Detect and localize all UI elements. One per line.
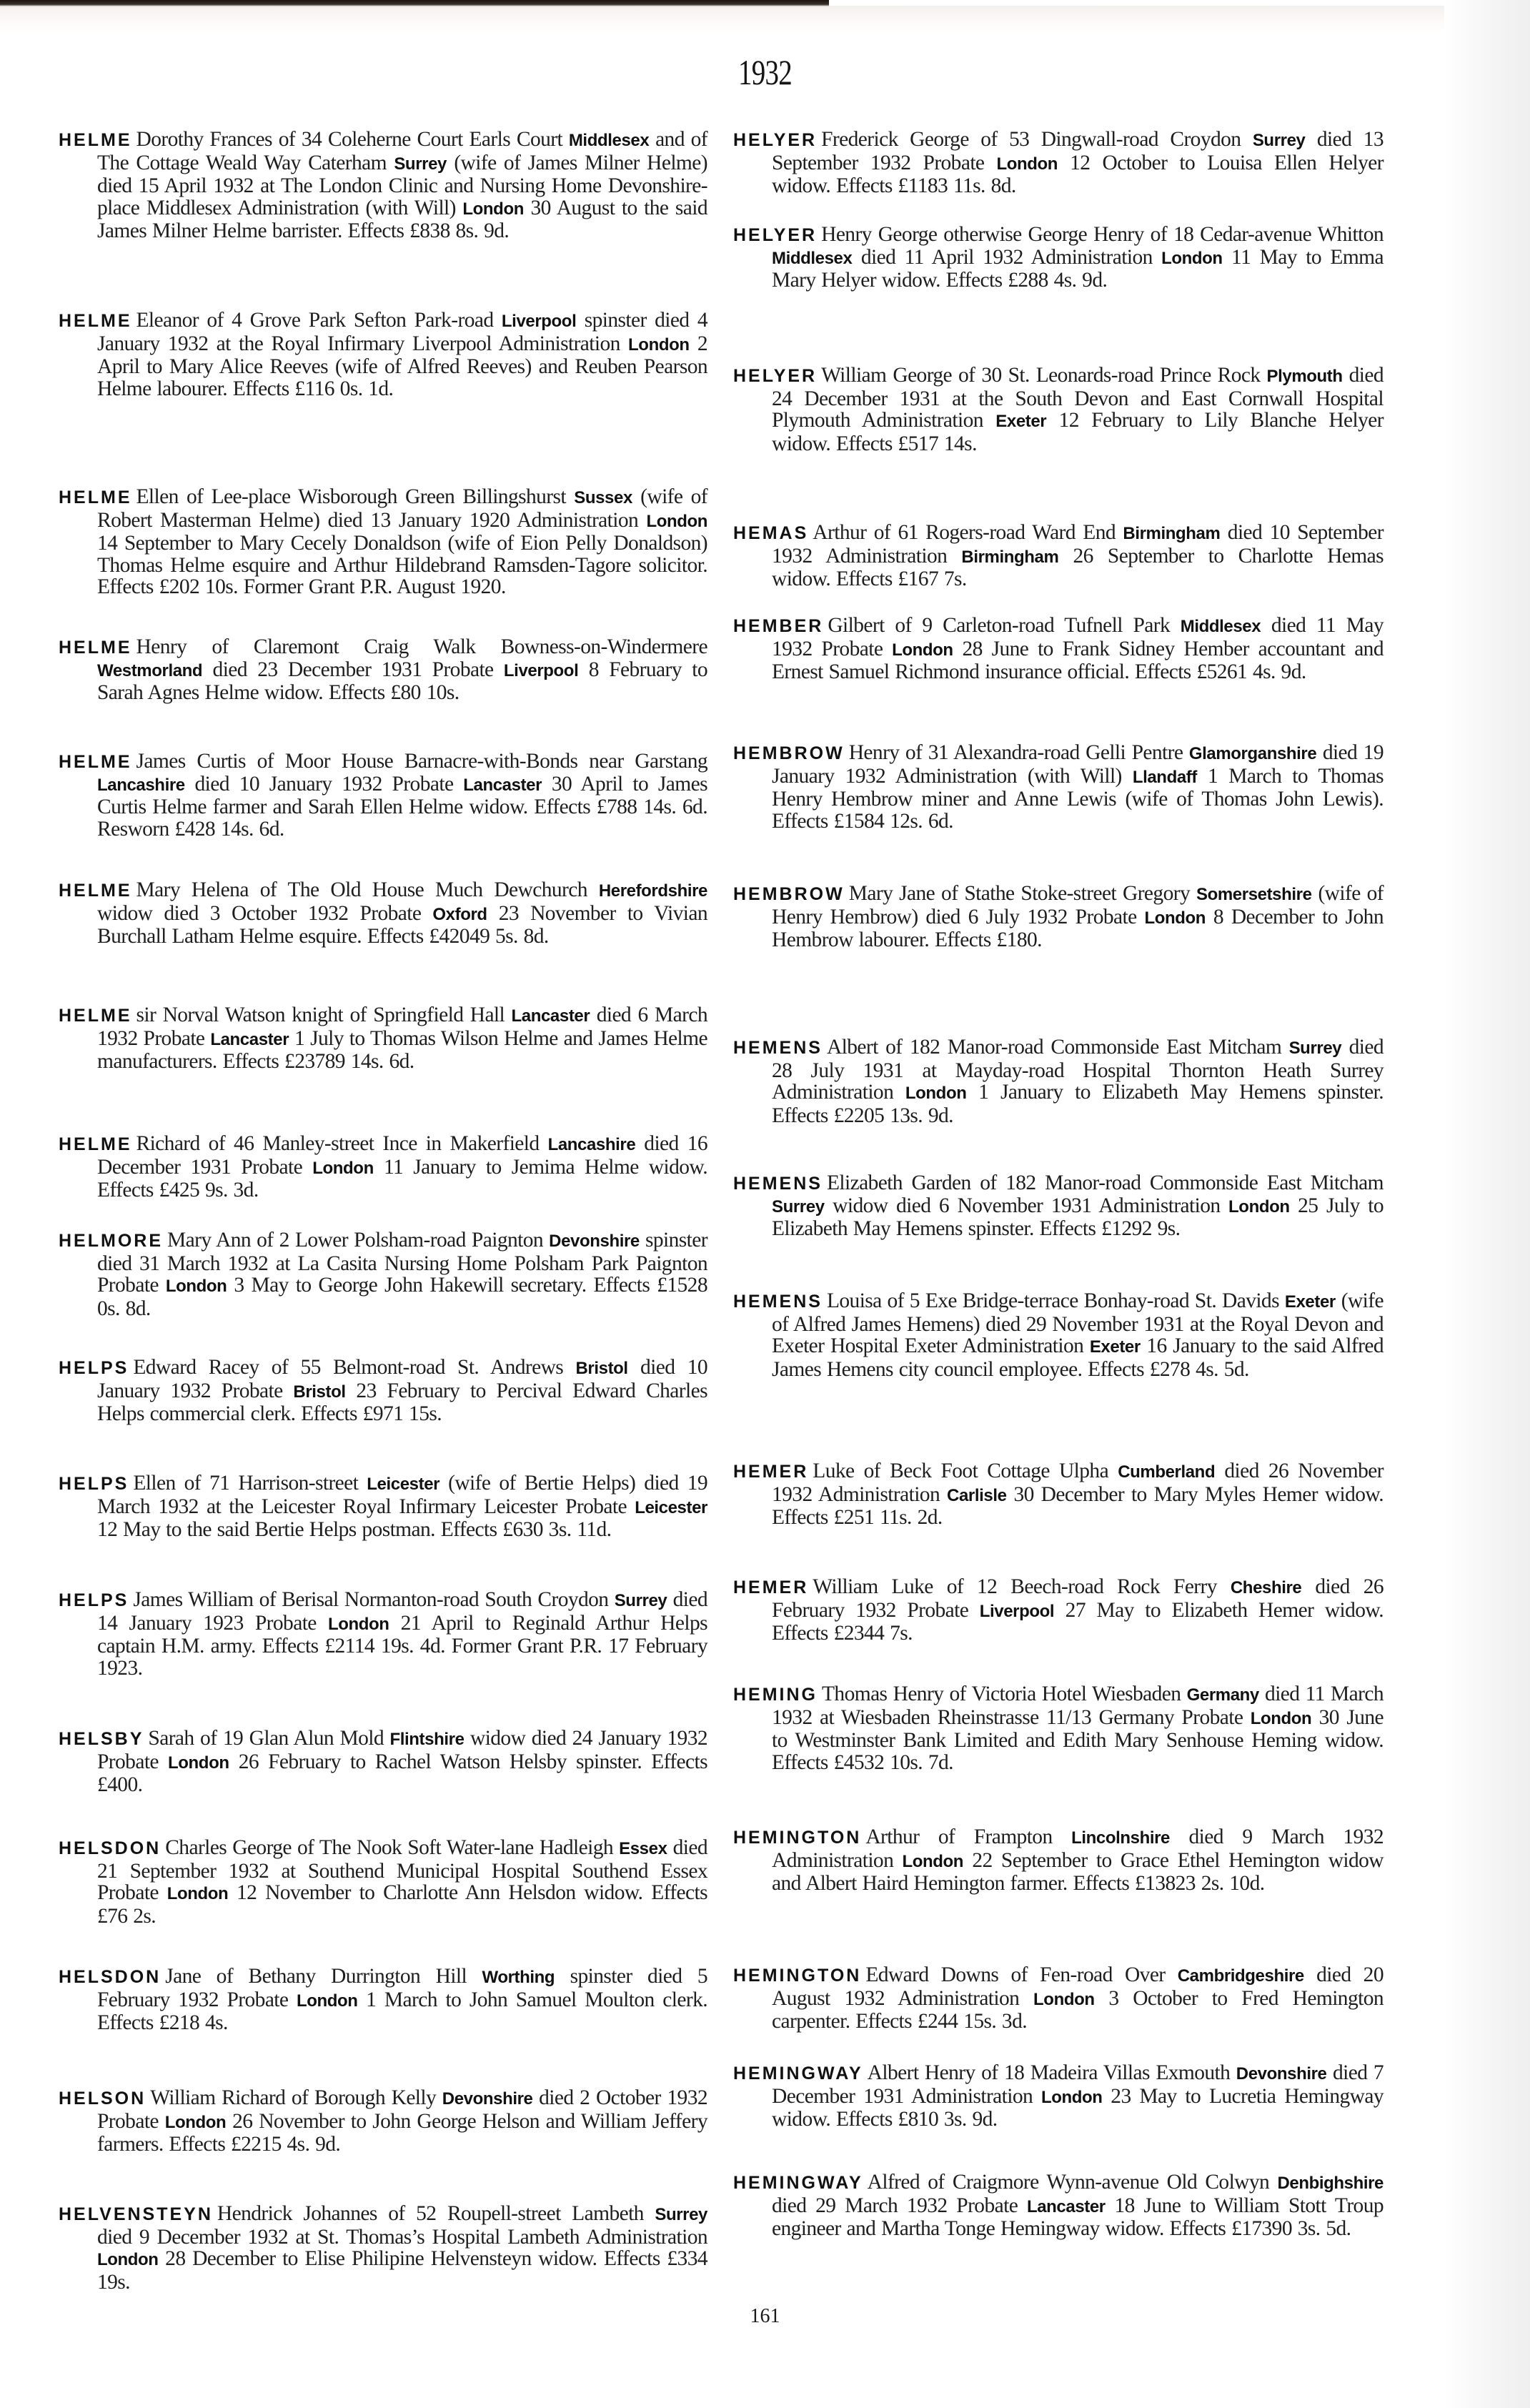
- place-name: Herefordshire: [598, 881, 707, 901]
- place-name: London: [168, 1753, 229, 1773]
- probate-entry: [733, 1964, 1384, 2033]
- place-name: London: [646, 511, 707, 531]
- place-name: Leicester: [367, 1475, 440, 1494]
- entry-text: Gilbert of 9 Carleton-road Tufnell Park: [828, 614, 1181, 637]
- entry-text: Mary Ann of 2 Lower Polsham-road Paignton: [167, 1229, 550, 1252]
- place-name: Cumberland: [1118, 1462, 1216, 1482]
- entry-text: Arthur of 61 Rogers-road Ward End: [813, 521, 1123, 544]
- place-name: Surrey: [614, 1591, 667, 1610]
- entry-surname: HELSON: [59, 2089, 146, 2109]
- entry-text: (wife of James Milner Helme) died 15 April 1932 at The London Clinic and Nursing Home Devonshire-place Middlesex Administration (with Will): [97, 151, 707, 219]
- probate-entry: [59, 1133, 707, 1201]
- place-name: Bristol: [293, 1382, 346, 1402]
- entry-text: died 9 December 1932 at St. Thomas’s Hospital Lambeth Administration: [97, 2225, 707, 2249]
- entry-text: and of The Cottage Weald Way Caterham: [97, 128, 708, 174]
- entry-text: Frederick George of 53 Dingwall-road Croydon: [821, 128, 1253, 151]
- probate-entry: [733, 129, 1384, 197]
- entry-text: 28 December to Elise Philipine Helvensteyn widow. Effects £334 19s.: [97, 2247, 707, 2294]
- entry-text: Ellen of 71 Harrison-street: [133, 1472, 367, 1495]
- place-name: London: [97, 2250, 159, 2269]
- entry-text: Henry George otherwise George Henry of 18 Cedar-avenue Whitton: [821, 223, 1384, 246]
- probate-entry: [733, 1683, 1384, 1773]
- probate-entry: [59, 129, 707, 242]
- page-margin-edge: [1444, 0, 1530, 2408]
- place-name: Cambridgeshire: [1177, 1966, 1304, 1986]
- entry-text: 2 April to Mary Alice Reeves (wife of Alfred Reeves) and Reuben Pearson Helme labourer. Effects £116 0s. 1d.: [97, 332, 708, 400]
- entry-surname: HEMER: [733, 1577, 809, 1597]
- entry-text: Hendrick Johannes of 52 Roupell-street Lambeth: [217, 2202, 655, 2225]
- entry-text: died 23 December 1931 Probate: [202, 658, 504, 681]
- entry-text: 30 December to Mary Myles Hemer widow. Effects £251 11s. 2d.: [772, 1482, 1384, 1529]
- entry-text: 21 April to Reginald Arthur Helps captain H.M. army. Effects £2114 19s. 4d. Former Grant P.R. 17 February 1923.: [97, 1611, 707, 1680]
- probate-entry: [733, 883, 1384, 951]
- place-name: London: [164, 2112, 227, 2132]
- page-year-heading: 1932: [738, 52, 792, 92]
- place-name: Somersetshire: [1196, 885, 1312, 904]
- entry-surname: HELME: [59, 881, 132, 901]
- entry-text: Louisa of 5 Exe Bridge-terrace Bonhay-road St. Davids: [826, 1289, 1285, 1312]
- probate-entry: [59, 1472, 707, 1541]
- probate-entry: [59, 1966, 707, 2034]
- entry-text: died 11 April 1932 Administration: [852, 245, 1162, 269]
- entry-text: 12 October to Louisa Ellen Helyer widow. Effects £1183 11s. 8d.: [772, 151, 1384, 197]
- place-name: Germany: [1186, 1685, 1259, 1705]
- place-name: Bristol: [575, 1359, 628, 1378]
- probate-entry: [733, 742, 1384, 832]
- probate-entry: [733, 1576, 1384, 1645]
- place-name: Exeter: [995, 412, 1047, 431]
- entry-text: died 28 July 1931 at Mayday-road Hospital Thornton Heath Surrey Administration: [772, 1036, 1384, 1104]
- place-name: Carlisle: [947, 1485, 1007, 1505]
- probate-entry: [59, 486, 707, 598]
- entry-surname: HELME: [59, 130, 132, 150]
- entry-surname: HELSBY: [59, 1729, 144, 1749]
- place-name: Flintshire: [389, 1730, 465, 1749]
- place-name: Cheshire: [1230, 1578, 1302, 1597]
- place-name: Oxford: [432, 904, 487, 924]
- entry-text: spinster died 31 March 1932 at La Casita Nursing Home Polsham Park Paignton Probate: [97, 1229, 707, 1297]
- entry-text: died 10 January 1932 Probate: [97, 1356, 707, 1402]
- probate-entry: [59, 2203, 707, 2293]
- entry-text: 3 May to George John Hakewill secretary. Effects £1528 0s. 8d.: [97, 1274, 707, 1320]
- entry-text: 25 July to Elizabeth May Hemens spinster. Effects £1292 9s.: [772, 1194, 1384, 1240]
- place-name: Leicester: [635, 1497, 707, 1517]
- entry-surname: HEMENS: [733, 1292, 823, 1312]
- entry-text: Jane of Bethany Durrington Hill: [165, 1965, 482, 1988]
- place-name: Lancashire: [547, 1135, 636, 1154]
- place-name: Denbighshire: [1277, 2174, 1384, 2193]
- entry-text: died 11 March 1932 at Wiesbaden Rheinstrasse 11/13 Germany Probate: [772, 1683, 1384, 1729]
- place-name: Middlesex: [772, 248, 853, 268]
- entry-text: 11 May to Emma Mary Helyer widow. Effects £288 4s. 9d.: [772, 245, 1384, 292]
- entry-text: (wife of Henry Hembrow) died 6 July 1932 Probate: [772, 882, 1384, 928]
- entry-text: Thomas Henry of Victoria Hotel Wiesbaden: [822, 1683, 1187, 1705]
- entry-surname: HELYER: [733, 130, 818, 150]
- place-name: Surrey: [1288, 1039, 1342, 1058]
- entry-surname: HELSDON: [59, 1838, 162, 1858]
- place-name: London: [462, 199, 524, 219]
- probate-entry: [733, 615, 1384, 683]
- entry-text: died 9 March 1932 Administration: [772, 1825, 1384, 1872]
- entry-text: Richard of 46 Manley-street Ince in Makerfield: [136, 1132, 548, 1155]
- probate-entry: [59, 879, 707, 948]
- entry-surname: HELPS: [59, 1358, 129, 1378]
- place-name: Surrey: [655, 2205, 707, 2224]
- place-name: London: [905, 1084, 967, 1103]
- place-name: Liverpool: [979, 1601, 1055, 1621]
- place-name: Glamorganshire: [1188, 744, 1317, 763]
- probate-entry: [733, 1036, 1384, 1126]
- entry-text: died 13 September 1932 Probate: [772, 128, 1384, 174]
- entry-text: spinster died 5 February 1932 Probate: [97, 1965, 707, 2011]
- entry-text: 28 June to Frank Sidney Hember accountant and Ernest Samuel Richmond insurance official. Effects £5261 4s. 9d.: [772, 637, 1384, 683]
- entry-text: Eleanor of 4 Grove Park Sefton Park-road: [136, 309, 502, 332]
- probate-entry: [733, 1826, 1384, 1895]
- entry-text: died 19 January 1932 Administration (with Will): [772, 741, 1384, 788]
- entry-text: Charles George of The Nook Soft Water-lane Hadleigh: [165, 1836, 620, 1859]
- entry-text: widow died 6 November 1931 Administration: [824, 1194, 1229, 1217]
- place-name: Devonshire: [549, 1232, 640, 1251]
- entry-surname: HEMBER: [733, 616, 824, 636]
- page-number: 161: [750, 2305, 780, 2327]
- entry-text: Dorothy Frances of 34 Coleherne Court Earls Court: [136, 128, 569, 151]
- entry-text: 1 January to Elizabeth May Hemens spinster. Effects £2205 13s. 9d.: [772, 1081, 1384, 1127]
- probate-entry: [59, 636, 707, 704]
- place-name: Exeter: [1089, 1337, 1141, 1357]
- place-name: Surrey: [1252, 131, 1306, 150]
- probate-entry: [59, 1004, 707, 1073]
- entry-text: sir Norval Watson knight of Springfield Hall: [136, 1004, 512, 1026]
- entry-text: 30 June to Westminster Bank Limited and Edith Mary Senhouse Heming widow. Effects £4532 10s. 7d.: [772, 1705, 1384, 1774]
- place-name: Birmingham: [1123, 524, 1221, 543]
- entry-text: 1 July to Thomas Wilson Helme and James Helme manufacturers. Effects £23789 14s. 6d.: [97, 1026, 707, 1073]
- entry-surname: HELYER: [733, 225, 818, 245]
- place-name: Middlesex: [568, 131, 650, 150]
- entry-text: widow died 3 October 1932 Probate: [97, 901, 433, 925]
- entry-surname: HEMBROW: [733, 743, 845, 763]
- entry-text: 12 May to the said Bertie Helps postman. Effects £630 3s. 11d.: [97, 1518, 612, 1541]
- entry-text: Elizabeth Garden of 182 Manor-road Commonside East Mitcham: [826, 1171, 1384, 1194]
- entry-text: died 20 August 1932 Administration: [772, 1963, 1384, 2010]
- entry-text: 1 March to Thomas Henry Hembrow miner and Anne Lewis (wife of Thomas John Lewis). Effects £1584 12s. 6d.: [772, 764, 1384, 833]
- place-name: London: [327, 1614, 389, 1634]
- entry-text: died 14 January 1923 Probate: [97, 1588, 707, 1635]
- place-name: Surrey: [772, 1196, 825, 1217]
- probate-entry: [733, 1460, 1384, 1529]
- place-name: Devonshire: [442, 2089, 533, 2109]
- entry-text: 26 November to John George Helson and William Jeffery farmers. Effects £2215 4s. 9d.: [97, 2109, 707, 2156]
- entry-text: Mary Jane of Stathe Stoke-street Gregory: [848, 882, 1196, 905]
- entry-text: died 10 January 1932 Probate: [184, 772, 464, 796]
- entry-text: 23 May to Lucretia Hemingway widow. Effects £810 3s. 9d.: [772, 2084, 1384, 2131]
- entry-surname: HEMENS: [733, 1174, 823, 1194]
- place-name: Lancaster: [511, 1006, 590, 1026]
- entry-surname: HELME: [59, 1134, 132, 1154]
- entry-surname: HELVENSTEYN: [59, 2204, 213, 2224]
- entry-text: 1 March to John Samuel Moulton clerk. Effects £218 4s.: [97, 1988, 707, 2034]
- entry-text: 26 September to Charlotte Hemas widow. Effects £167 7s.: [772, 544, 1384, 590]
- entry-text: 3 October to Fred Hemington carpenter. Effects £244 15s. 3d.: [772, 1986, 1384, 2033]
- entry-text: 14 September to Mary Cecely Donaldson (wife of Eion Pelly Donaldson) Thomas Helme esquire and Arthur Hildebrand Ramsden-Tagore solicitor. Effects £202 10s. Former Grant P.R. August 1920.: [97, 532, 707, 598]
- scan-edge-fade: [0, 6, 1530, 34]
- entry-surname: HEMINGTON: [733, 1966, 862, 1986]
- entry-text: died 26 February 1932 Probate: [772, 1575, 1384, 1622]
- entry-text: died 26 November 1932 Administration: [772, 1460, 1384, 1506]
- entry-text: (wife of Robert Masterman Helme) died 13 January 1920 Administration: [97, 485, 707, 532]
- entry-surname: HELMORE: [59, 1231, 163, 1251]
- entry-text: 23 November to Vivian Burchall Latham Helme esquire. Effects £42049 5s. 8d.: [97, 901, 707, 948]
- entry-text: 16 January to the said Alfred James Hemens city council employee. Effects £278 4s. 5d.: [772, 1334, 1384, 1381]
- probate-entry: [733, 365, 1384, 455]
- place-name: Plymouth: [1266, 367, 1343, 386]
- place-name: London: [167, 1884, 229, 1903]
- place-name: Liverpool: [501, 312, 577, 331]
- entry-surname: HELPS: [59, 1474, 129, 1494]
- place-name: London: [892, 640, 953, 660]
- place-name: Lancaster: [1026, 2196, 1106, 2216]
- entry-surname: HEMBROW: [733, 884, 845, 904]
- entry-text: 12 February to Lily Blanche Helyer widow. Effects £517 14s.: [772, 409, 1384, 455]
- entry-surname: HELSDON: [59, 1967, 162, 1987]
- probate-entry: [59, 2087, 707, 2156]
- place-name: London: [1040, 2087, 1103, 2107]
- place-name: London: [1228, 1196, 1290, 1217]
- place-name: London: [902, 1851, 964, 1871]
- place-name: Llandaff: [1132, 767, 1197, 787]
- place-name: Lancaster: [210, 1029, 289, 1049]
- entry-text: died 7 December 1931 Administration: [772, 2061, 1384, 2108]
- entry-text: James William of Berisal Normanton-road South Croydon: [133, 1588, 615, 1611]
- entry-text: Ellen of Lee-place Wisborough Green Billingshurst: [136, 485, 575, 508]
- place-name: London: [312, 1158, 374, 1178]
- entry-surname: HEMING: [733, 1685, 818, 1705]
- place-name: Liverpool: [503, 660, 579, 680]
- place-name: London: [628, 335, 690, 355]
- entry-text: 8 February to Sarah Agnes Helme widow. Effects £80 10s.: [97, 658, 707, 704]
- entry-text: 27 May to Elizabeth Hemer widow. Effects £2344 7s.: [772, 1598, 1384, 1645]
- entry-text: widow died 24 January 1932 Probate: [97, 1727, 707, 1773]
- entry-surname: HELME: [59, 311, 132, 331]
- entry-text: died 16 December 1931 Probate: [97, 1132, 707, 1179]
- probate-entry: [733, 1172, 1384, 1240]
- entry-text: died 11 May 1932 Probate: [772, 614, 1384, 660]
- probate-entry: [733, 2062, 1384, 2131]
- entry-text: 12 November to Charlotte Ann Helsdon widow. Effects £76 2s.: [97, 1881, 707, 1928]
- place-name: Lancashire: [97, 775, 185, 795]
- entry-text: Albert Henry of 18 Madeira Villas Exmouth: [867, 2061, 1236, 2084]
- entry-text: died 24 December 1931 at the South Devon and East Cornwall Hospital Plymouth Administration: [772, 364, 1384, 432]
- place-name: London: [165, 1277, 227, 1296]
- entry-text: 26 February to Rachel Watson Helsby spinster. Effects £400.: [97, 1750, 707, 1796]
- entry-surname: HELPS: [59, 1590, 129, 1610]
- place-name: Surrey: [394, 154, 447, 174]
- place-name: Sussex: [574, 488, 632, 507]
- probate-entry: [733, 522, 1384, 590]
- entry-text: 30 April to James Curtis Helme farmer and Sarah Ellen Helme widow. Effects £788 14s. 6d. Resworn £428 14s. 6d.: [97, 772, 707, 841]
- entry-surname: HEMINGWAY: [733, 2173, 863, 2193]
- entry-surname: HELYER: [733, 366, 818, 386]
- entry-text: William Luke of 12 Beech-road Rock Ferry: [813, 1575, 1231, 1598]
- entry-text: 18 June to William Stott Troup engineer and Martha Tonge Hemingway widow. Effects £17390 3s. 5d.: [772, 2194, 1384, 2240]
- entry-text: died 29 March 1932 Probate: [772, 2194, 1027, 2217]
- probate-entry: [59, 1728, 707, 1796]
- entry-surname: HEMINGWAY: [733, 2063, 863, 2084]
- place-name: Worthing: [482, 1968, 555, 1987]
- probate-entry: [733, 1290, 1384, 1380]
- probate-entry: [733, 2171, 1384, 2240]
- place-name: Devonshire: [1236, 2064, 1327, 2084]
- entry-text: Edward Racey of 55 Belmont-road St. Andrews: [133, 1356, 576, 1379]
- entry-surname: HEMENS: [733, 1038, 823, 1058]
- place-name: Exeter: [1284, 1292, 1336, 1312]
- probate-entry: [59, 1357, 707, 1425]
- place-name: Lancaster: [463, 775, 542, 795]
- place-name: Westmorland: [97, 660, 203, 680]
- place-name: London: [1250, 1708, 1312, 1728]
- entry-text: (wife of Alfred James Hemens) died 29 November 1931 at the Royal Devon and Exeter Hospital Exeter Administration: [772, 1289, 1384, 1357]
- entry-text: died 21 September 1932 at Southend Municipal Hospital Southend Essex Probate: [97, 1836, 707, 1904]
- place-name: London: [1033, 1989, 1095, 2009]
- entry-text: spinster died 4 January 1932 at the Royal Infirmary Liverpool Administration: [97, 309, 707, 355]
- place-name: Middlesex: [1180, 617, 1261, 636]
- entry-surname: HELME: [59, 638, 132, 658]
- entry-text: 11 January to Jemima Helme widow. Effects £425 9s. 3d.: [97, 1155, 707, 1201]
- entry-text: Mary Helena of The Old House Much Dewchurch: [136, 878, 599, 901]
- place-name: Lincolnshire: [1071, 1828, 1170, 1848]
- entry-text: James Curtis of Moor House Barnacre-with-Bonds near Garstang: [136, 750, 707, 773]
- entry-surname: HELME: [59, 752, 132, 772]
- place-name: Essex: [619, 1839, 667, 1858]
- entry-surname: HEMAS: [733, 523, 809, 543]
- entry-text: 8 December to John Hembrow labourer. Effects £180.: [772, 905, 1384, 951]
- probate-entry: [59, 1229, 707, 1319]
- entry-text: Luke of Beck Foot Cottage Ulpha: [813, 1460, 1118, 1482]
- probate-entry: [59, 1837, 707, 1927]
- entry-text: Henry of Claremont Craig Walk Bowness-on-Windermere: [136, 635, 707, 658]
- probate-entry: [59, 750, 707, 840]
- place-name: London: [996, 154, 1058, 174]
- place-name: London: [1144, 908, 1206, 928]
- entry-surname: HEMER: [733, 1462, 809, 1482]
- entry-surname: HELME: [59, 487, 132, 507]
- probate-entry: [59, 309, 707, 400]
- entry-text: 23 February to Percival Edward Charles Helps commercial clerk. Effects £971 15s.: [97, 1379, 707, 1425]
- entry-text: (wife of Bertie Helps) died 19 March 1932 at the Leicester Royal Infirmary Leicester Probate: [97, 1472, 707, 1518]
- entry-surname: HEMINGTON: [733, 1828, 862, 1848]
- entry-text: William George of 30 St. Leonards-road Prince Rock: [821, 364, 1267, 387]
- entry-text: William Richard of Borough Kelly: [150, 2086, 442, 2109]
- entry-text: died 2 October 1932 Probate: [97, 2086, 707, 2133]
- entry-text: Sarah of 19 Glan Alun Mold: [148, 1727, 390, 1750]
- entry-text: Arthur of Frampton: [865, 1825, 1072, 1848]
- entry-text: died 10 September 1932 Administration: [772, 521, 1384, 568]
- entry-text: Alfred of Craigmore Wynn-avenue Old Colwyn: [867, 2171, 1278, 2194]
- entry-text: died 6 March 1932 Probate: [97, 1004, 707, 1050]
- entry-text: Edward Downs of Fen-road Over: [865, 1963, 1178, 1986]
- probate-entry: [733, 224, 1384, 292]
- place-name: Birmingham: [961, 547, 1059, 567]
- entry-text: 30 August to the said James Milner Helme barrister. Effects £838 8s. 9d.: [97, 196, 707, 242]
- probate-entry: [59, 1589, 707, 1679]
- entry-text: 22 September to Grace Ethel Hemington widow and Albert Haird Hemington farmer. Effects £13823 2s. 10d.: [772, 1848, 1384, 1895]
- entry-surname: HELME: [59, 1006, 132, 1026]
- place-name: London: [1161, 248, 1223, 268]
- entry-text: Henry of 31 Alexandra-road Gelli Pentre: [848, 741, 1189, 764]
- place-name: London: [297, 1991, 358, 2011]
- entry-text: Albert of 182 Manor-road Commonside East Mitcham: [826, 1036, 1289, 1059]
